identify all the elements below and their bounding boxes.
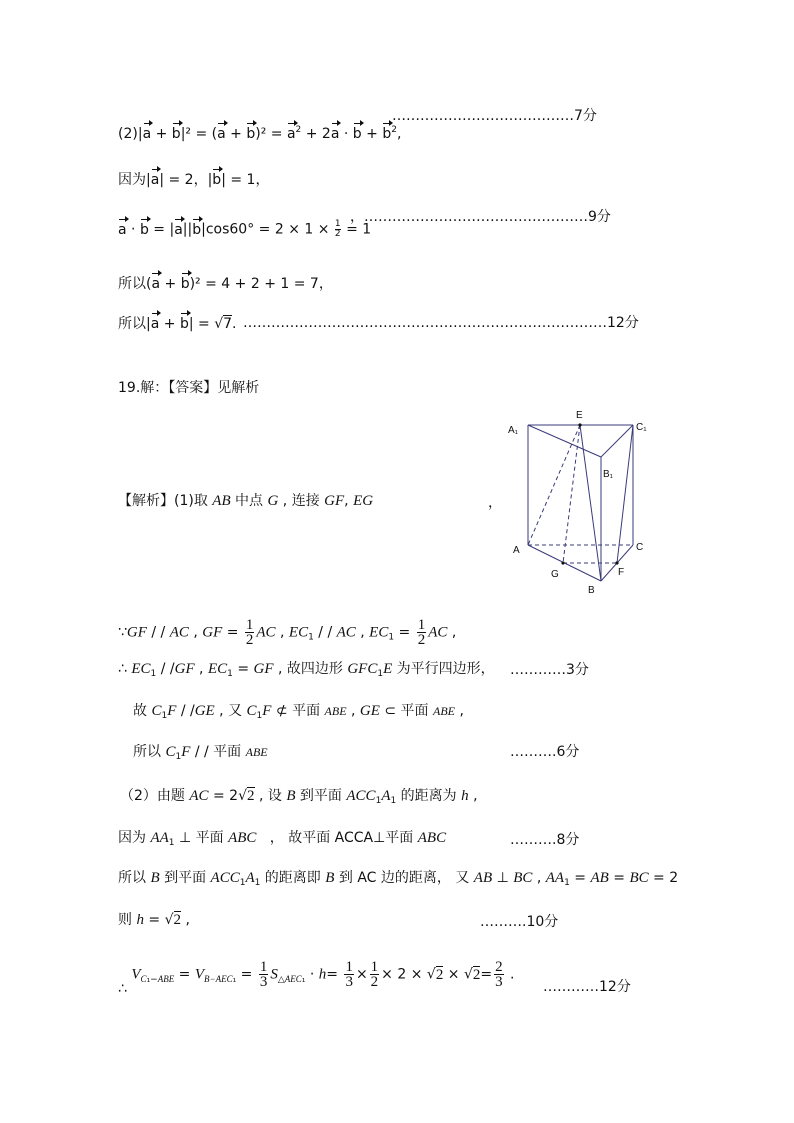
label-g: G (551, 569, 559, 580)
label-b: B (588, 585, 595, 595)
point-g (561, 561, 564, 564)
jiexi-comma: ， (488, 495, 502, 511)
score-12-b: …………12分 (543, 979, 631, 995)
distance-line: 所以 B 到平面 $ACC_1A_1$ 的距离即 B 到 AC 边的距离， 又 AB ⊥ BC , $AA_1$ = AB = BC = 2 (118, 870, 679, 888)
jiexi-line: 【解析】(1)取 AB 中点 G , 连接 GF, EG (118, 493, 374, 509)
volume-line: ∴ $V_{C_1-ABE} = V_{B-AEC_1}$ = $\frac{1}{3}$ $S_{\triangle AEC_1} \cdot h=$ $\frac{1}{3}$ × $\frac{1}{2}$ × 2 × √2 × √2= $\frac{2}{3}$ . (118, 959, 515, 997)
therefore-parallelogram-line: ∴ $EC_1 / /GF$ , $EC_1$ = GF , 故四边形 $GFC_1E$ 为平行四边形， (118, 661, 495, 679)
vector-sum-square-line: $(2)|a + b|^2 = (a + b)^2 = a^2 + 2a \cdot b + b^2$, (118, 125, 402, 142)
label-c: C (636, 542, 644, 553)
jiexi-label: 【解析】 (118, 493, 174, 509)
score-10: ……….10分 (480, 914, 559, 930)
label-a: A (513, 545, 520, 556)
score-7: …………………………………7分 (392, 108, 597, 124)
segment-c1-f (617, 425, 633, 563)
label-c1: C₁ (636, 422, 647, 433)
c1f-parallel-line: 故 $C_1F / /GE$ , 又 $C_1F$ ⊄ 平面 ABE , GE ⊂ 平面 ABE , (133, 703, 464, 721)
label-f: F (618, 567, 625, 578)
perpendicular-plane-line: 因为 $AA_1$ ⊥ 平面 ABC ， 故平面 ACCA⊥平面 ABC (118, 830, 447, 848)
score-6: ……….6分 (510, 744, 580, 760)
score-12-a: ……………………………………………………………………12分 (243, 315, 639, 331)
q19-heading: 19.解：【答案】见解析 (118, 380, 260, 396)
score-8: ……….8分 (510, 832, 580, 848)
square-value-line: 所以(a + b)² = 4 + 2 + 1 = 7， (118, 276, 333, 292)
score-3: …………3分 (510, 662, 589, 678)
h-value-line: 则 h = √2 , (118, 912, 190, 928)
score-9: ，…………………………………………9分 (350, 209, 611, 225)
vector-magnitudes-line: 因为|a| = 2，|b| = 1， (118, 172, 270, 188)
segment-e-b (580, 425, 601, 581)
point-f (615, 561, 618, 564)
edge-b1-c1 (601, 425, 633, 457)
because-line: ∵GF / / AC , GF = $\frac{1}{2}$ AC , $EC_1$ / / AC , $EC_1$ = $\frac{1}{2}$ AC , (118, 617, 457, 648)
label-e: E (576, 410, 583, 421)
dot-product-line: a · b = |a||b|cos60° = 2 × 1 × $\frac{1}{2}$ = 1 (118, 219, 372, 239)
conclusion-1-line: 所以 $C_1F$ / / 平面 ABE (133, 744, 268, 762)
point-e (578, 423, 581, 426)
label-a1: A₁ (508, 425, 519, 436)
prism-figure (505, 405, 655, 595)
segment-e-a-hidden (528, 425, 580, 545)
magnitude-result-line: 所以|a + b| = √7. (118, 316, 237, 332)
label-b1: B₁ (603, 469, 614, 480)
part2-setup-line: （2）由题 AC = 2√2 , 设 B 到平面 $ACC_1A_1$ 的距离为 h , (120, 788, 478, 806)
edge-a1-b1 (528, 425, 601, 457)
